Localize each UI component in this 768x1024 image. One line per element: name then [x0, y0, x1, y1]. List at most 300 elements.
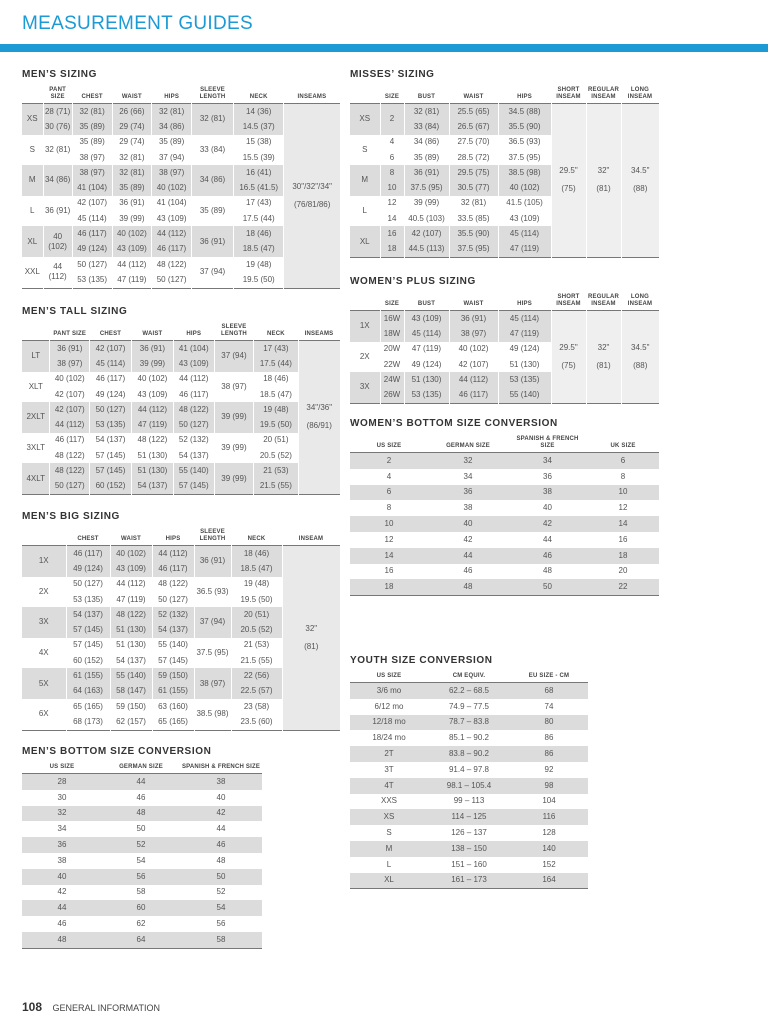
chest-value: 53 (135) — [90, 417, 132, 432]
waist-value: 47 (119) — [110, 592, 152, 607]
pant-size: 36 (91) — [43, 196, 72, 227]
neck-value: 14.5 (37) — [234, 119, 284, 134]
bust-value: 39 (99) — [404, 196, 449, 211]
hips-value: 44 (112) — [152, 546, 194, 562]
bust-value: 49 (124) — [404, 357, 449, 372]
waist-value: 32 (81) — [112, 150, 152, 165]
misses-sizing-section — [350, 68, 659, 258]
column-header: US SIZE — [376, 443, 402, 449]
chest-value: 38 (97) — [72, 150, 112, 165]
table-cell: 34 — [428, 469, 508, 485]
column-header: SLEEVE LENGTH — [199, 529, 226, 542]
chest-value: 50 (127) — [90, 402, 132, 417]
waist-value: 40 (102) — [110, 546, 152, 562]
column-header: US SIZE — [49, 764, 75, 770]
table-cell: 20 — [587, 564, 659, 580]
numeric-size: 14 — [380, 211, 404, 226]
table-cell: 50 — [508, 579, 587, 595]
neck-value: 23.5 (60) — [231, 714, 282, 730]
bust-value: 53 (135) — [404, 387, 449, 403]
table-cell: 46 — [102, 790, 180, 806]
chest-value: 60 (152) — [90, 479, 132, 495]
waist-value: 35.5 (90) — [449, 226, 498, 241]
hips-value: 32 (81) — [152, 104, 192, 120]
table-cell: 50 — [180, 869, 262, 885]
hips-value: 37 (94) — [152, 150, 192, 165]
table-cell: 28 — [22, 774, 102, 790]
column-header: UK SIZE — [610, 443, 636, 449]
table-row — [350, 699, 588, 715]
waist-value: 35 (89) — [112, 180, 152, 195]
numeric-size: 16 — [380, 226, 404, 241]
table-cell: 64 — [102, 932, 180, 948]
sleeve-value: 33 (84) — [192, 135, 234, 166]
table-cell: 44 — [428, 548, 508, 564]
pant-size: 42 (107) — [50, 387, 90, 402]
chest-value: 53 (135) — [66, 592, 110, 607]
waist-value: 44 (112) — [110, 577, 152, 592]
neck-value: 20 (51) — [231, 607, 282, 622]
table-cell: 86 — [510, 746, 588, 762]
size-label: L — [22, 196, 43, 227]
table-row — [350, 715, 588, 731]
neck-value: 22.5 (57) — [231, 684, 282, 699]
size-label: 3X — [350, 372, 380, 403]
neck-value: 17 (43) — [234, 196, 284, 211]
table-cell: 38 — [428, 500, 508, 516]
table-cell: 78.7 – 83.8 — [428, 715, 510, 731]
table-cell: 58 — [180, 932, 262, 948]
hips-value: 37.5 (95) — [498, 150, 551, 165]
inseam-cell — [298, 341, 340, 495]
inseam-metric: (81) — [304, 641, 319, 651]
chest-value: 65 (165) — [66, 699, 110, 714]
mens-big-section — [22, 510, 340, 731]
table-cell: 2T — [350, 746, 428, 762]
table-row — [22, 479, 340, 495]
waist-value: 30.5 (77) — [449, 180, 498, 195]
table-cell: 83.8 – 90.2 — [428, 746, 510, 762]
column-header — [350, 294, 380, 311]
neck-value: 18.5 (47) — [234, 242, 284, 257]
waist-value: 46 (117) — [449, 387, 498, 403]
table-cell: 164 — [510, 873, 588, 889]
neck-value: 16 (41) — [234, 165, 284, 180]
table-cell: 80 — [510, 715, 588, 731]
chest-value: 57 (145) — [90, 463, 132, 478]
waist-value: 39 (99) — [131, 356, 173, 371]
neck-value: 17.5 (44) — [234, 211, 284, 226]
waist-value: 58 (147) — [110, 684, 152, 699]
neck-value: 16.5 (41.5) — [234, 180, 284, 195]
hips-value: 43 (109) — [173, 356, 214, 371]
table-row — [350, 778, 588, 794]
column-header: NECK — [249, 94, 268, 100]
chest-value: 50 (127) — [72, 257, 112, 272]
column-header: EU SIZE - CM — [528, 673, 570, 679]
hips-value: 40 (102) — [498, 180, 551, 195]
bust-value: 37.5 (95) — [404, 180, 449, 195]
hips-value: 45 (114) — [498, 311, 551, 327]
table-cell: 38 — [508, 485, 587, 501]
table-row — [22, 885, 262, 901]
hips-value: 38.5 (98) — [498, 165, 551, 180]
chest-value: 41 (104) — [72, 180, 112, 195]
waist-value: 36 (91) — [449, 311, 498, 327]
table-cell: 36 — [508, 469, 587, 485]
youth-table — [350, 673, 588, 889]
table-cell: 38 — [22, 853, 102, 869]
table-row — [22, 774, 262, 790]
waist-value: 32 (81) — [449, 196, 498, 211]
column-header: INSEAM — [298, 536, 324, 542]
table-row — [22, 417, 340, 432]
neck-value: 17.5 (44) — [254, 356, 298, 371]
hips-value: 44 (112) — [152, 226, 192, 241]
neck-value: 19 (48) — [234, 257, 284, 272]
chest-value: 32 (81) — [72, 104, 112, 120]
column-header — [350, 87, 380, 104]
numeric-size: 2 — [380, 104, 404, 135]
chest-value: 57 (145) — [66, 638, 110, 653]
sleeve-value: 37 (94) — [192, 257, 234, 288]
table-cell: 14 — [587, 516, 659, 532]
table-cell: 12 — [350, 532, 428, 548]
hips-value: 48 (122) — [173, 402, 214, 417]
sleeve-value: 37.5 (95) — [194, 638, 231, 669]
waist-value: 51 (130) — [110, 638, 152, 653]
column-header: PANT SIZE — [49, 87, 66, 100]
table-cell: 42 — [508, 516, 587, 532]
size-label: 3XLT — [22, 433, 50, 464]
table-cell: 14 — [350, 548, 428, 564]
bust-value: 43 (109) — [404, 311, 449, 327]
hips-value: 63 (160) — [152, 699, 194, 714]
waist-value: 44 (112) — [449, 372, 498, 387]
sleeve-value: 39 (99) — [214, 433, 254, 464]
chest-value: 49 (124) — [90, 387, 132, 402]
size-label: S — [22, 135, 43, 166]
table-cell: 44 — [180, 821, 262, 837]
column-header: HIPS — [164, 94, 180, 100]
waist-value: 36 (91) — [131, 341, 173, 357]
table-row — [350, 548, 659, 564]
size-label: 4X — [22, 638, 66, 669]
waist-value: 47 (119) — [131, 417, 173, 432]
section-title: WOMEN’S BOTTOM SIZE CONVERSION — [350, 418, 558, 429]
column-header: NECK — [247, 536, 266, 542]
pant-size: 42 (107) — [50, 402, 90, 417]
hips-value: 61 (155) — [152, 684, 194, 699]
table-cell: 54 — [180, 900, 262, 916]
table-cell: 34 — [22, 821, 102, 837]
waist-value: 54 (137) — [110, 653, 152, 668]
numeric-size: 16W — [380, 311, 404, 327]
hips-value: 41 (104) — [152, 196, 192, 211]
table-row — [22, 869, 262, 885]
table-row — [350, 532, 659, 548]
inseam-value: 32" — [597, 342, 610, 352]
inseam-metric: (76/81/86) — [293, 199, 331, 209]
table-row — [350, 809, 588, 825]
hips-value: 46 (117) — [173, 387, 214, 402]
table-cell: 68 — [510, 683, 588, 699]
table-cell: 40 — [508, 500, 587, 516]
hips-value: 43 (109) — [498, 211, 551, 226]
table-cell: 36 — [428, 485, 508, 501]
table-cell: 50 — [102, 821, 180, 837]
hips-value: 41 (104) — [173, 341, 214, 357]
pant-size: 28 (71) — [43, 104, 72, 120]
table-cell: 34 — [508, 453, 587, 469]
pant-size: 50 (127) — [50, 479, 90, 495]
table-cell: 10 — [587, 485, 659, 501]
youth-conversion-section — [350, 654, 588, 889]
table-cell: 2 — [350, 453, 428, 469]
inseam-metric: (86/91) — [306, 421, 332, 431]
womens-plus-section — [350, 275, 659, 404]
table-cell: 10 — [350, 516, 428, 532]
size-label: 4XLT — [22, 463, 50, 494]
numeric-size: 22W — [380, 357, 404, 372]
sleeve-value: 36 (91) — [194, 546, 231, 577]
page-number: 108 — [22, 1000, 43, 1014]
inseam-cell — [282, 546, 340, 731]
chest-value: 45 (114) — [90, 356, 132, 371]
column-header: HIPS — [165, 536, 181, 542]
pant-size: 48 (122) — [50, 463, 90, 478]
inseam-metric: (81) — [596, 360, 611, 370]
column-header: CHEST — [99, 331, 122, 337]
neck-value: 21.5 (55) — [254, 479, 298, 495]
bust-value: 42 (107) — [404, 226, 449, 241]
table-row — [22, 387, 340, 402]
chest-value: 45 (114) — [72, 211, 112, 226]
chest-value: 42 (107) — [90, 341, 132, 357]
table-cell: 46 — [508, 548, 587, 564]
table-cell: 6 — [587, 453, 659, 469]
column-header: US SIZE — [376, 673, 402, 679]
hips-value: 49 (124) — [498, 342, 551, 357]
table-cell: 40 — [428, 516, 508, 532]
numeric-size: 24W — [380, 372, 404, 387]
chest-value: 57 (145) — [90, 448, 132, 463]
sleeve-value: 34 (86) — [192, 165, 234, 196]
size-label: XS — [22, 104, 43, 135]
table-cell: 22 — [587, 579, 659, 595]
table-cell: 42 — [428, 532, 508, 548]
table-row — [22, 341, 340, 357]
waist-value: 26.5 (67) — [449, 119, 498, 134]
hips-value: 38 (97) — [152, 165, 192, 180]
chest-value: 64 (163) — [66, 684, 110, 699]
table-row — [350, 564, 659, 580]
bust-value: 35 (89) — [404, 150, 449, 165]
column-header — [22, 87, 43, 104]
inseam-cell — [586, 311, 621, 404]
table-cell: 85.1 – 90.2 — [428, 730, 510, 746]
waist-value: 54 (137) — [131, 479, 173, 495]
hips-value: 48 (122) — [152, 577, 194, 592]
hips-value: 50 (127) — [173, 417, 214, 432]
neck-value: 20.5 (52) — [231, 622, 282, 637]
section-title: MEN’S BOTTOM SIZE CONVERSION — [22, 746, 212, 757]
table-row — [350, 579, 659, 595]
column-header: SHORT INSEAM — [556, 294, 581, 307]
section-title: YOUTH SIZE CONVERSION — [350, 655, 493, 666]
column-header: SLEEVE LENGTH — [221, 324, 247, 337]
column-header: INSEAMS — [304, 331, 334, 337]
size-label: 1X — [350, 311, 380, 342]
inseam-value: 30"/32"/34" — [292, 181, 332, 191]
waist-value: 40 (102) — [449, 342, 498, 357]
footer-label: GENERAL INFORMATION — [52, 1003, 160, 1013]
neck-value: 18 (46) — [254, 372, 298, 387]
pant-size: 46 (117) — [50, 433, 90, 448]
sleeve-value: 38 (97) — [214, 372, 254, 403]
womens-plus-table — [350, 294, 659, 404]
numeric-size: 12 — [380, 196, 404, 211]
section-title: MEN’S BIG SIZING — [22, 511, 120, 522]
waist-value: 51 (130) — [131, 448, 173, 463]
bust-value: 40.5 (103) — [404, 211, 449, 226]
inseam-metric: (88) — [633, 360, 648, 370]
size-label: XXL — [22, 257, 43, 288]
waist-value: 59 (150) — [110, 699, 152, 714]
column-header: WAIST — [121, 94, 142, 100]
size-label: L — [350, 196, 380, 227]
inseam-value: 34"/36" — [306, 403, 333, 413]
pant-size: 40 (102) — [43, 226, 72, 257]
table-row — [350, 841, 588, 857]
table-row — [350, 730, 588, 746]
neck-value: 23 (58) — [231, 699, 282, 714]
chest-value: 49 (124) — [66, 561, 110, 576]
bust-value: 33 (84) — [404, 119, 449, 134]
table-cell: 6/12 mo — [350, 699, 428, 715]
table-cell: 18/24 mo — [350, 730, 428, 746]
table-cell: 3/6 mo — [350, 683, 428, 699]
table-cell: 18 — [587, 548, 659, 564]
table-row — [22, 837, 262, 853]
neck-value: 22 (56) — [231, 668, 282, 683]
column-header: PANT SIZE — [53, 331, 87, 337]
numeric-size: 10 — [380, 180, 404, 195]
bust-value: 44.5 (113) — [404, 242, 449, 258]
pant-size: 32 (81) — [43, 135, 72, 166]
table-cell: 52 — [180, 885, 262, 901]
neck-value: 21.5 (55) — [231, 653, 282, 668]
section-title: MEN’S TALL SIZING — [22, 306, 128, 317]
size-label: XL — [350, 226, 380, 257]
bust-value: 36 (91) — [404, 165, 449, 180]
column-header: CHEST — [81, 94, 103, 100]
table-row — [350, 453, 659, 469]
table-cell: 99 – 113 — [428, 794, 510, 810]
inseam-metric: (75) — [561, 360, 576, 370]
bust-value: 51 (130) — [404, 372, 449, 387]
table-cell: 44 — [102, 774, 180, 790]
hips-value: 35.5 (90) — [498, 119, 551, 134]
neck-value: 20 (51) — [254, 433, 298, 448]
table-cell: XL — [350, 873, 428, 889]
column-header: LONG INSEAM — [627, 87, 653, 100]
table-cell: 40 — [180, 790, 262, 806]
chest-value: 61 (155) — [66, 668, 110, 683]
size-label: LT — [22, 341, 50, 372]
size-label: 6X — [22, 699, 66, 730]
size-label: M — [22, 165, 43, 196]
chest-value: 42 (107) — [72, 196, 112, 211]
table-row — [22, 806, 262, 822]
inseam-cell — [586, 104, 621, 258]
chest-value: 46 (117) — [90, 372, 132, 387]
table-row — [22, 821, 262, 837]
waist-value: 33.5 (85) — [449, 211, 498, 226]
bust-value: 45 (114) — [404, 326, 449, 341]
hips-value: 36.5 (93) — [498, 135, 551, 150]
mens-tall-table — [22, 324, 340, 495]
neck-value: 17 (43) — [254, 341, 298, 357]
mens-sizing-table — [22, 87, 340, 289]
bust-value: 34 (86) — [404, 135, 449, 150]
column-header — [22, 324, 50, 341]
table-row — [22, 463, 340, 478]
size-label: 2X — [350, 342, 380, 373]
table-cell: 36 — [22, 837, 102, 853]
inseam-cell — [551, 311, 586, 404]
column-header: WAIST — [463, 94, 484, 100]
hips-value: 47 (119) — [498, 242, 551, 258]
table-cell: 56 — [180, 916, 262, 932]
table-row — [350, 516, 659, 532]
chest-value: 54 (137) — [66, 607, 110, 622]
neck-value: 18.5 (47) — [231, 561, 282, 576]
column-header: LONG INSEAM — [627, 294, 653, 307]
table-cell: S — [350, 825, 428, 841]
hips-value: 47 (119) — [498, 326, 551, 341]
numeric-size: 18 — [380, 242, 404, 258]
table-row — [350, 762, 588, 778]
size-label: XL — [22, 226, 43, 257]
header-accent-bar — [0, 44, 768, 52]
inseam-cell — [284, 104, 340, 289]
table-cell: 126 – 137 — [428, 825, 510, 841]
table-cell: 114 – 125 — [428, 809, 510, 825]
waist-value: 51 (130) — [131, 463, 173, 478]
hips-value: 35 (89) — [152, 135, 192, 150]
waist-value: 26 (66) — [112, 104, 152, 120]
chest-value: 49 (124) — [72, 242, 112, 257]
hips-value: 40 (102) — [152, 180, 192, 195]
sleeve-value: 37 (94) — [194, 607, 231, 638]
hips-value: 52 (132) — [173, 433, 214, 448]
size-label: 2X — [22, 577, 66, 608]
waist-value: 38 (97) — [449, 326, 498, 341]
pant-size: 36 (91) — [50, 341, 90, 357]
mens-sizing-section — [22, 68, 340, 289]
table-cell: 48 — [22, 932, 102, 948]
table-cell: 8 — [587, 469, 659, 485]
neck-value: 14 (36) — [234, 104, 284, 120]
waist-value: 40 (102) — [112, 226, 152, 241]
table-cell: 138 – 150 — [428, 841, 510, 857]
column-header: SIZE — [384, 94, 400, 100]
table-row — [22, 790, 262, 806]
column-header: HIPS — [517, 94, 532, 100]
mens-big-table — [22, 529, 340, 731]
section-title: WOMEN’S PLUS SIZING — [350, 276, 476, 287]
